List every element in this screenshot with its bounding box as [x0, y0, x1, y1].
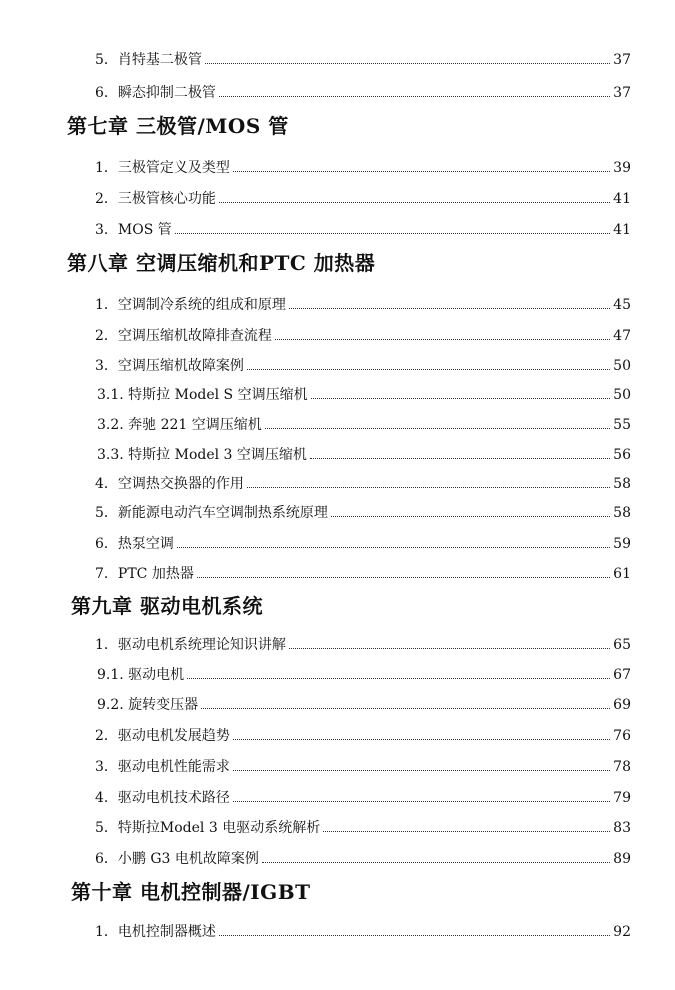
entry-label: 3.1. 特斯拉 Model S 空调压缩机	[97, 387, 308, 403]
page-number: 59	[613, 536, 631, 552]
page-number: 78	[613, 759, 631, 775]
page-number: 50	[613, 387, 631, 403]
toc-subentry[interactable]	[97, 412, 631, 434]
toc-entry[interactable]	[95, 217, 631, 239]
entry-label: 1．电机控制器概述	[95, 924, 216, 940]
page-number: 56	[613, 447, 631, 463]
toc-entry-schottky-diode[interactable]	[95, 47, 631, 69]
toc-entry[interactable]	[95, 561, 631, 583]
leader-dots	[219, 201, 610, 203]
page-number: 39	[613, 160, 631, 176]
page-number: 76	[613, 728, 631, 744]
page-number: 37	[613, 85, 631, 101]
entry-label: 3．空调压缩机故障案例	[95, 358, 244, 374]
leader-dots	[265, 427, 610, 429]
leader-dots	[201, 707, 610, 709]
toc-entry[interactable]	[95, 292, 631, 314]
page-number: 58	[613, 476, 631, 492]
entry-label: 1．空调制冷系统的组成和原理	[95, 297, 286, 313]
entry-label: 5．肖特基二极管	[95, 52, 202, 68]
entry-label: 3．驱动电机性能需求	[95, 759, 230, 775]
page-number: 37	[613, 52, 631, 68]
page-number: 41	[613, 222, 631, 238]
toc-entry[interactable]	[95, 919, 631, 941]
toc-subentry[interactable]	[97, 662, 631, 684]
leader-dots	[247, 368, 610, 370]
entry-label: 4．空调热交换器的作用	[95, 476, 244, 492]
toc-entry-tvs-diode[interactable]	[95, 80, 631, 102]
page-number: 61	[613, 566, 631, 582]
leader-dots	[262, 861, 610, 863]
toc-subentry[interactable]	[97, 442, 631, 464]
leader-dots	[175, 232, 610, 234]
entry-label: 9.1. 驱动电机	[97, 667, 185, 683]
entry-label: 6．小鹏 G3 电机故障案例	[95, 851, 259, 867]
leader-dots	[219, 95, 610, 97]
page-number: 69	[613, 697, 631, 713]
leader-dots	[289, 307, 610, 309]
leader-dots	[233, 170, 610, 172]
toc-entry[interactable]	[95, 353, 631, 375]
leader-dots	[323, 830, 610, 832]
toc-subentry[interactable]	[97, 692, 631, 714]
page-number: 79	[613, 790, 631, 806]
toc-entry[interactable]	[95, 785, 631, 807]
toc-entry[interactable]	[95, 471, 631, 493]
leader-dots	[331, 515, 610, 517]
leader-dots	[311, 397, 611, 399]
toc-entry[interactable]	[95, 531, 631, 553]
leader-dots	[233, 738, 610, 740]
entry-label: 5．新能源电动汽车空调制热系统原理	[95, 505, 328, 521]
chapter-8-heading[interactable]: 第八章 空调压缩机和PTC 加热器	[67, 251, 376, 275]
chapter-10-heading[interactable]: 第十章 电机控制器/IGBT	[71, 880, 311, 904]
entry-label: 7．PTC 加热器	[95, 566, 194, 582]
toc-subentry[interactable]	[97, 382, 631, 404]
leader-dots	[205, 62, 610, 64]
page-number: 50	[613, 358, 631, 374]
leader-dots	[197, 576, 610, 578]
entry-label: 6．瞬态抑制二极管	[95, 85, 216, 101]
page-number: 92	[613, 924, 631, 940]
entry-label: 2．驱动电机发展趋势	[95, 728, 230, 744]
leader-dots	[177, 546, 610, 548]
leader-dots	[233, 800, 610, 802]
toc-entry[interactable]	[95, 815, 631, 837]
entry-label: 9.2. 旋转变压器	[97, 697, 199, 713]
chapter-9-heading[interactable]: 第九章 驱动电机系统	[71, 594, 263, 618]
page-number: 89	[613, 851, 631, 867]
toc-entry[interactable]	[95, 500, 631, 522]
entry-label: 2．空调压缩机故障排查流程	[95, 328, 272, 344]
toc-entry[interactable]	[95, 155, 631, 177]
leader-dots	[219, 934, 610, 936]
entry-label: 3.3. 特斯拉 Model 3 空调压缩机	[97, 447, 307, 463]
toc-entry[interactable]	[95, 723, 631, 745]
leader-dots	[310, 457, 610, 459]
entry-label: 1．驱动电机系统理论知识讲解	[95, 637, 286, 653]
entry-label: 3．MOS 管	[95, 222, 172, 238]
leader-dots	[187, 677, 610, 679]
page-number: 65	[613, 637, 631, 653]
entry-label: 2．三极管核心功能	[95, 191, 216, 207]
leader-dots	[247, 486, 610, 488]
entry-label: 3.2. 奔驰 221 空调压缩机	[97, 417, 262, 433]
toc-entry[interactable]	[95, 846, 631, 868]
toc-entry[interactable]	[95, 754, 631, 776]
entry-label: 6．热泵空调	[95, 536, 174, 552]
entry-label: 4．驱动电机技术路径	[95, 790, 230, 806]
toc-entry[interactable]	[95, 632, 631, 654]
entry-label: 1．三极管定义及类型	[95, 160, 230, 176]
page-number: 41	[613, 191, 631, 207]
entry-label: 5．特斯拉Model 3 电驱动系统解析	[95, 820, 321, 836]
leader-dots	[233, 769, 610, 771]
page-number: 58	[613, 505, 631, 521]
page-number: 45	[613, 297, 631, 313]
page-number: 83	[613, 820, 631, 836]
leader-dots	[275, 338, 610, 340]
page-number: 47	[613, 328, 631, 344]
page-number: 67	[613, 667, 631, 683]
leader-dots	[289, 647, 610, 649]
page-number: 55	[613, 417, 631, 433]
chapter-7-heading[interactable]: 第七章 三极管/MOS 管	[67, 114, 289, 138]
toc-entry[interactable]	[95, 186, 631, 208]
toc-entry[interactable]	[95, 323, 631, 345]
